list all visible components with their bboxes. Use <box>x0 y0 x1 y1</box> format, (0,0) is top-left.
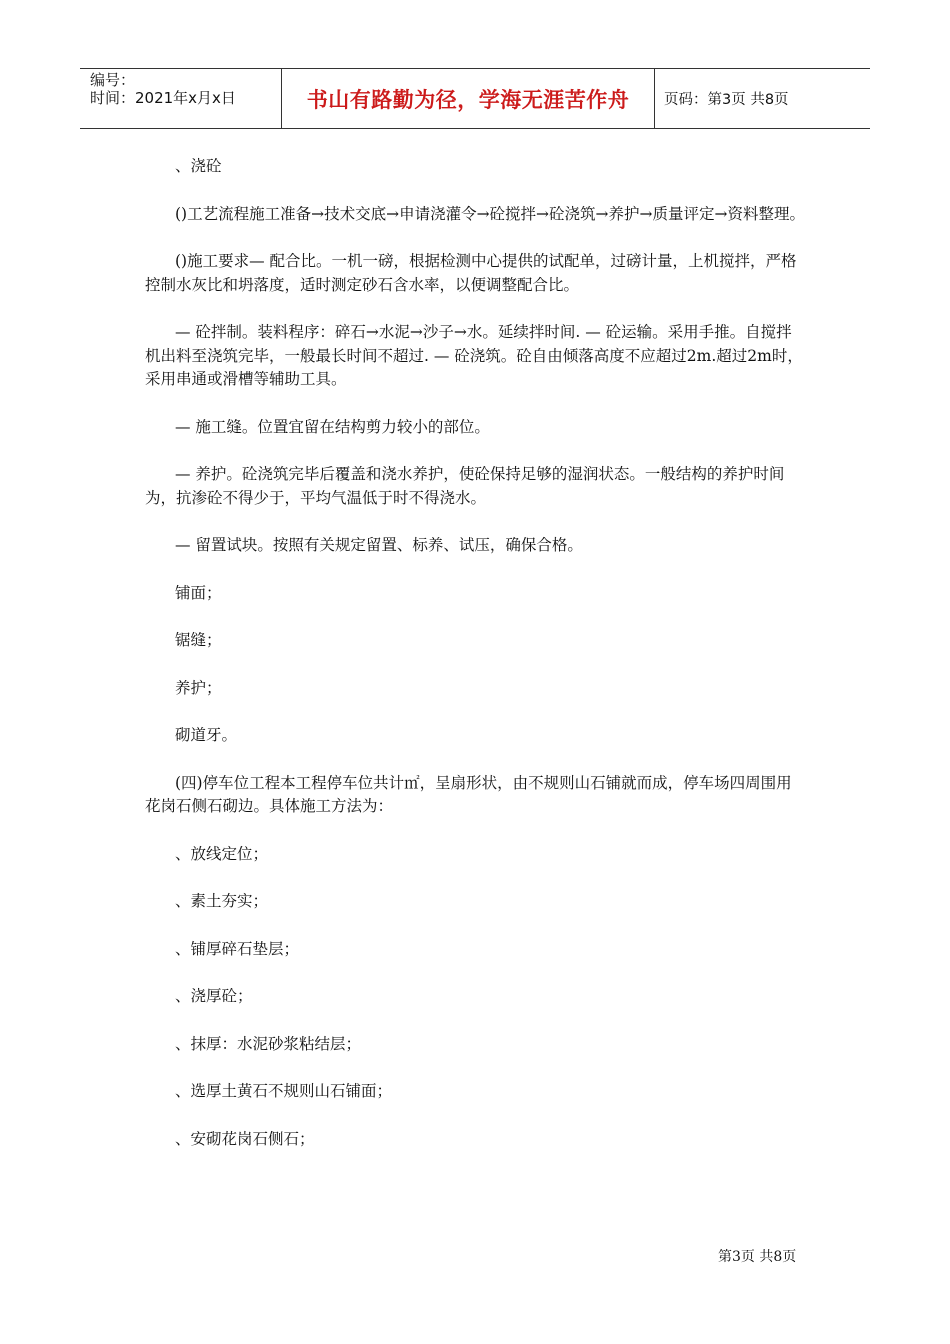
header-page-number: 页码：第3页 共8页 <box>664 92 789 108</box>
paragraph: 、浇砼 <box>175 157 222 175</box>
paragraph: 、选厚土黄石不规则山石铺面； <box>175 1082 393 1100</box>
paragraph: — 砼拌制。装料程序：碎石→水泥→沙子→水。延续拌时间. — 砼运输。采用手推。自搅拌机出料至浇筑完毕，一般最长时间不超过. — 砼浇筑。砼自由倾落高度不应超过2m.超过2m时，采用串通或滑槽等辅助工具。 <box>145 323 803 388</box>
header-divider-right <box>654 69 655 128</box>
paragraph: ()工艺流程施工准备→技术交底→申请浇灌令→砼搅拌→砼浇筑→养护→质量评定→资料整理。 <box>175 204 806 223</box>
page-footer-number: 第3页 共8页 <box>718 1249 797 1265</box>
paragraph: — 留置试块。按照有关规定留置、标养、试压，确保合格。 <box>175 536 583 554</box>
document-body <box>145 155 807 1175</box>
page-header <box>80 68 870 129</box>
doc-code-label: 编号： <box>90 71 136 89</box>
header-motto: 书山有路勤为径，学海无涯苦作舟 <box>306 87 630 112</box>
paragraph: 、素土夯实； <box>175 892 269 910</box>
paragraph: — 养护。砼浇筑完毕后覆盖和浇水养护，使砼保持足够的湿润状态。一般结构的养护时间为，抗渗砼不得少于，平均气温低于时不得浇水。 <box>145 465 785 507</box>
paragraph: 砌道牙。 <box>175 726 238 744</box>
paragraph: 、放线定位； <box>175 844 269 863</box>
doc-time-label: 时间：2021年x月x日 <box>90 89 236 107</box>
paragraph: ()施工要求— 配合比。一机一磅，根据检测中心提供的试配单，过磅计量，上机搅拌，严格控制水灰比和坍落度，适时测定砂石含水率，以便调整配合比。 <box>145 252 797 294</box>
paragraph: 、铺厚碎石垫层； <box>175 939 300 958</box>
paragraph: — 施工缝。位置宜留在结构剪力较小的部位。 <box>175 417 490 436</box>
paragraph: 、浇厚砼； <box>175 987 253 1005</box>
paragraph: 、安砌花岗石侧石； <box>175 1129 315 1148</box>
paragraph: 锯缝； <box>175 631 222 649</box>
paragraph: 养护； <box>175 678 222 697</box>
paragraph: 、抹厚：水泥砂浆粘结层； <box>175 1034 362 1053</box>
header-meta <box>80 69 281 128</box>
paragraph: 铺面； <box>175 583 222 602</box>
paragraph: (四)停车位工程本工程停车位共计㎡，呈扇形状，由不规则山石铺就而成，停车场四周围用花岗石侧石砌边。具体施工方法为： <box>145 773 792 815</box>
